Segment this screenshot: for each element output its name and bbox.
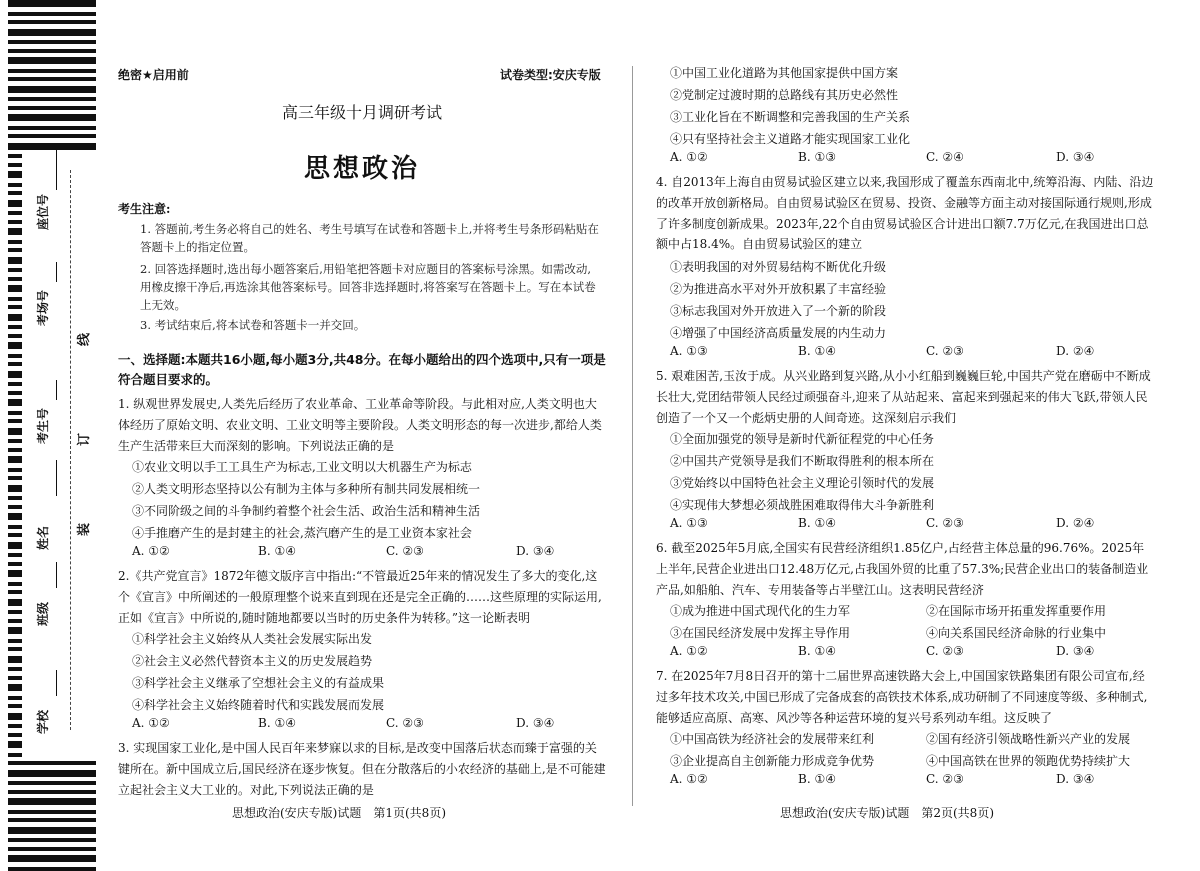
barcode-bar (8, 29, 96, 36)
question-5-stem: 5. 艰难困苦,玉汝于成。从兴业路到复兴路,从小小红船到巍巍巨轮,中国共产党在磨砺中不断成长壮大,党团结带领人民经过顽强奋斗,迎来了从站起来、富起来到强起来的伟大飞跃,带领人民创造了一个又一个彪炳史册的人间奇迹。这深刻启示我们 (656, 369, 1151, 425)
q2-option: ①科学社会主义始终从人类社会发展实际出发 (132, 632, 373, 646)
barcode-bar (8, 143, 96, 150)
q7-option: ③企业提高自主创新能力形成竞争优势 (670, 754, 875, 768)
q5-option: ①全面加强党的领导是新时代新征程党的中心任务 (670, 432, 935, 446)
barcode-bar (8, 818, 96, 822)
choice-b: B. ①④ (258, 716, 296, 730)
field-school: 学校 (12, 700, 72, 780)
binding-mark-staple: 订 (77, 432, 93, 447)
barcode-bar (8, 57, 96, 64)
choice-d: D. ③④ (516, 716, 555, 730)
section-heading: 一、选择题:本题共16小题,每小题3分,共48分。在每小题给出的四个选项中,只有一项是符合题目要求的。 (118, 352, 606, 387)
barcode-bar (8, 790, 96, 794)
binding-mark-bind: 装 (77, 522, 93, 537)
q3-option: ③工业化旨在不断调整和完善我国的生产关系 (670, 110, 911, 124)
question-6-stem: 6. 截至2025年5月底,全国实有民营经济组织1.85亿户,占经营主体总量的96.76%。2025年上半年,民营企业进出口12.48万亿元,占我国外贸的比重了57.3%;民营企业出口的装备制造业产品,如船舶、汽车、专用装备等占半壁江山。这表明民营经济 (656, 541, 1149, 597)
notice-item: 1. 答题前,考生务必将自己的姓名、考生号填写在试卷和答题卡上,并将考生号条形码粘贴在答题卡上的指定位置。 (140, 222, 599, 254)
barcode-bar (8, 362, 22, 366)
barcode-bar (8, 371, 22, 378)
question-2-stem: 2.《共产党宣言》1872年德文版序言中指出:“不管最近25年来的情况发生了多大的变化,这个《宣言》中所阐述的一般原理整个说来直到现在还是完全正确的……这些原理的实际运用,正如《宣言》中所说的,随时随地都要以当时的历史条件为转移。”这一论断表明 (118, 569, 602, 625)
q2-option: ④科学社会主义始终随着时代和实践发展而发展 (132, 698, 385, 712)
barcode-bar (8, 77, 96, 81)
q2-option: ②社会主义必然代替资本主义的历史发展趋势 (132, 654, 373, 668)
question-4-stem: 4. 自2013年上海自由贸易试验区建立以来,我国形成了覆盖东西南北中,统筹沿海、内陆、沿边的改革开放创新格局。自由贸易试验区在贸易、投资、金融等方面主动对接国际通行规则,形成了许多制度创新成果。2023年,22个自由贸易试验区合计进出口额7.7万亿元,在我国进出口总额中占18.4%。自由贸易试验区的建立 (656, 175, 1154, 252)
page-divider (632, 66, 633, 806)
barcode-bar (8, 20, 96, 24)
field-seat-number: 座位号 (12, 150, 72, 230)
q3-option: ①中国工业化道路为其他国家提供中国方案 (670, 66, 899, 80)
q3-option: ②党制定过渡时期的总路线有其历史必然性 (670, 88, 899, 102)
barcode-bar (8, 781, 96, 785)
exam-subtitle: 高三年级十月调研考试 (281, 103, 442, 122)
barcode-bar (8, 106, 96, 110)
choice-c: C. ②③ (386, 544, 424, 558)
q1-option: ②人类文明形态坚持以公有制为主体与多种所有制共同发展相统一 (132, 482, 481, 496)
q7-option: ②国有经济引领战略性新兴产业的发展 (926, 732, 1131, 746)
choice-a: A. ①② (132, 716, 170, 730)
paper-type-label: 试卷类型:安庆专版 (500, 68, 601, 82)
barcode-bar (8, 12, 96, 16)
choice-d: D. ③④ (1056, 150, 1095, 164)
q4-option: ④增强了中国经济高质量发展的内生动力 (670, 326, 887, 340)
q6-option: ②在国际市场开拓重发挥重要作用 (926, 604, 1107, 618)
choice-c: C. ②③ (926, 344, 964, 358)
barcode-bar (8, 582, 22, 586)
confidential-label: 绝密★启用前 (118, 68, 189, 82)
q1-option: ③不同阶级之间的斗争制约着整个社会生活、政治生活和精神生活 (132, 504, 481, 518)
barcode-bar (8, 0, 96, 7)
choice-d: D. ③④ (1056, 644, 1095, 658)
barcode-bar (8, 114, 96, 121)
barcode-bar (8, 684, 22, 691)
barcode-bar (8, 86, 96, 93)
notice-item: 3. 考试结束后,将本试卷和答题卡一并交回。 (140, 318, 366, 332)
barcode-bar (8, 49, 96, 53)
q6-option: ④向关系国民经济命脉的行业集中 (926, 626, 1107, 640)
q5-option: ②中国共产党领导是我们不断取得胜利的根本所在 (670, 454, 935, 468)
barcode-bar (8, 134, 96, 138)
barcode-bar (8, 838, 96, 842)
choice-b: B. ①④ (798, 772, 836, 786)
choice-a: A. ①③ (670, 516, 708, 530)
q5-option: ③党始终以中国特色社会主义理论引领时代的发展 (670, 476, 935, 490)
q1-option: ①农业文明以手工工具生产为标志,工业文明以大机器生产为标志 (132, 460, 472, 474)
q4-option: ③标志我国对外开放进入了一个新的阶段 (670, 304, 887, 318)
q6-option: ③在国民经济发展中发挥主导作用 (670, 626, 851, 640)
barcode-bar (8, 248, 22, 252)
choice-b: B. ①③ (798, 150, 836, 164)
barcode-bar (8, 468, 22, 472)
choice-b: B. ①④ (798, 516, 836, 530)
question-3-stem: 3. 实现国家工业化,是中国人民百年来梦寐以求的目标,是改变中国落后状态而臻于富强的关键所在。新中国成立后,国民经济在逐步恢复。但在分散落后的小农经济的基础上,是不可能建立起社会主义大工业的。对此,下列说法正确的是 (118, 741, 606, 797)
binding-mark-line: 线 (77, 332, 93, 347)
choice-c: C. ②④ (926, 150, 964, 164)
barcode-bar (8, 40, 96, 44)
choice-a: A. ①② (132, 544, 170, 558)
barcode-bar (8, 485, 22, 492)
q6-option: ①成为推进中国式现代化的生力军 (670, 604, 851, 618)
field-name: 姓名 (12, 500, 72, 580)
barcode-bar (8, 97, 96, 101)
q4-option: ①表明我国的对外贸易结构不断优化升级 (670, 260, 887, 274)
barcode-bar (8, 827, 96, 834)
question-7-stem: 7. 在2025年7月8日召开的第十二届世界高速铁路大会上,中国国家铁路集团有限公司宣布,经过多年技术攻关,中国已形成了完备成套的高铁技术体系,成功研制了不同速度等级、多种制式,能够适应高原、高寒、风沙等各种运营环境的复兴号系列动车组。这反映了 (656, 669, 1148, 725)
choice-d: D. ③④ (516, 544, 555, 558)
choice-d: D. ②④ (1056, 516, 1095, 530)
barcode-bar (8, 126, 96, 130)
barcode-bar (8, 476, 22, 480)
q4-option: ②为推进高水平对外开放积累了丰富经验 (670, 282, 887, 296)
choice-a: A. ①② (670, 644, 708, 658)
q3-option: ④只有坚持社会主义道路才能实现国家工业化 (670, 132, 911, 146)
barcode-bar (8, 240, 22, 244)
page-2-footer: 思想政治(安庆专版)试题 第2页(共8页) (780, 806, 994, 820)
choice-a: A. ①② (670, 150, 708, 164)
barcode-bar (8, 847, 96, 851)
question-1-stem: 1. 纵观世界发展史,人类先后经历了农业革命、工业革命等阶段。与此相对应,人类文明也大体经历了原始文明、农业文明、工业文明等主要阶段。人类文明形态的每一次进步,都给人类生产生活带来巨大而深刻的影响。下列说法正确的是 (118, 397, 602, 453)
q1-option: ④手推磨产生的是封建主的社会,蒸汽磨产生的是工业资本家社会 (132, 526, 472, 540)
barcode-bar (8, 354, 22, 358)
q7-option: ①中国高铁为经济社会的发展带来红利 (670, 732, 875, 746)
choice-b: B. ①④ (258, 544, 296, 558)
field-class: 班级 (12, 592, 72, 672)
choice-a: A. ①③ (670, 344, 708, 358)
q2-option: ③科学社会主义继承了空想社会主义的有益成果 (132, 676, 385, 690)
exam-title: 思想政治 (303, 154, 420, 184)
page-1-footer: 思想政治(安庆专版)试题 第1页(共8页) (232, 806, 446, 820)
q7-option: ④中国高铁在世界的领跑优势持续扩大 (926, 754, 1131, 768)
barcode-bar (8, 855, 96, 862)
barcode-bar (8, 810, 96, 814)
q5-option: ④实现伟大梦想必须战胜困难取得伟大斗争新胜利 (670, 498, 935, 512)
field-student-number: 考生号 (12, 380, 72, 460)
choice-b: B. ①④ (798, 644, 836, 658)
choice-d: D. ③④ (1056, 772, 1095, 786)
choice-c: C. ②③ (926, 516, 964, 530)
barcode-bar (8, 676, 22, 680)
barcode-bar (8, 798, 96, 805)
field-exam-room: 考场号 (12, 262, 72, 342)
choice-a: A. ①② (670, 772, 708, 786)
choice-c: C. ②③ (926, 644, 964, 658)
barcode-bar (8, 342, 22, 349)
choice-c: C. ②③ (926, 772, 964, 786)
choice-c: C. ②③ (386, 716, 424, 730)
choice-b: B. ①④ (798, 344, 836, 358)
notice-item: 2. 回答选择题时,选出每小题答案后,用铅笔把答题卡对应题目的答案标号涂黑。如需改动,用橡皮擦干净后,再选涂其他答案标号。回答非选择题时,将答案写在答题卡上。写在本试卷上无效。 (140, 262, 596, 312)
notice-title: 考生注意: (118, 202, 171, 216)
barcode-bar (8, 69, 96, 73)
choice-d: D. ②④ (1056, 344, 1095, 358)
